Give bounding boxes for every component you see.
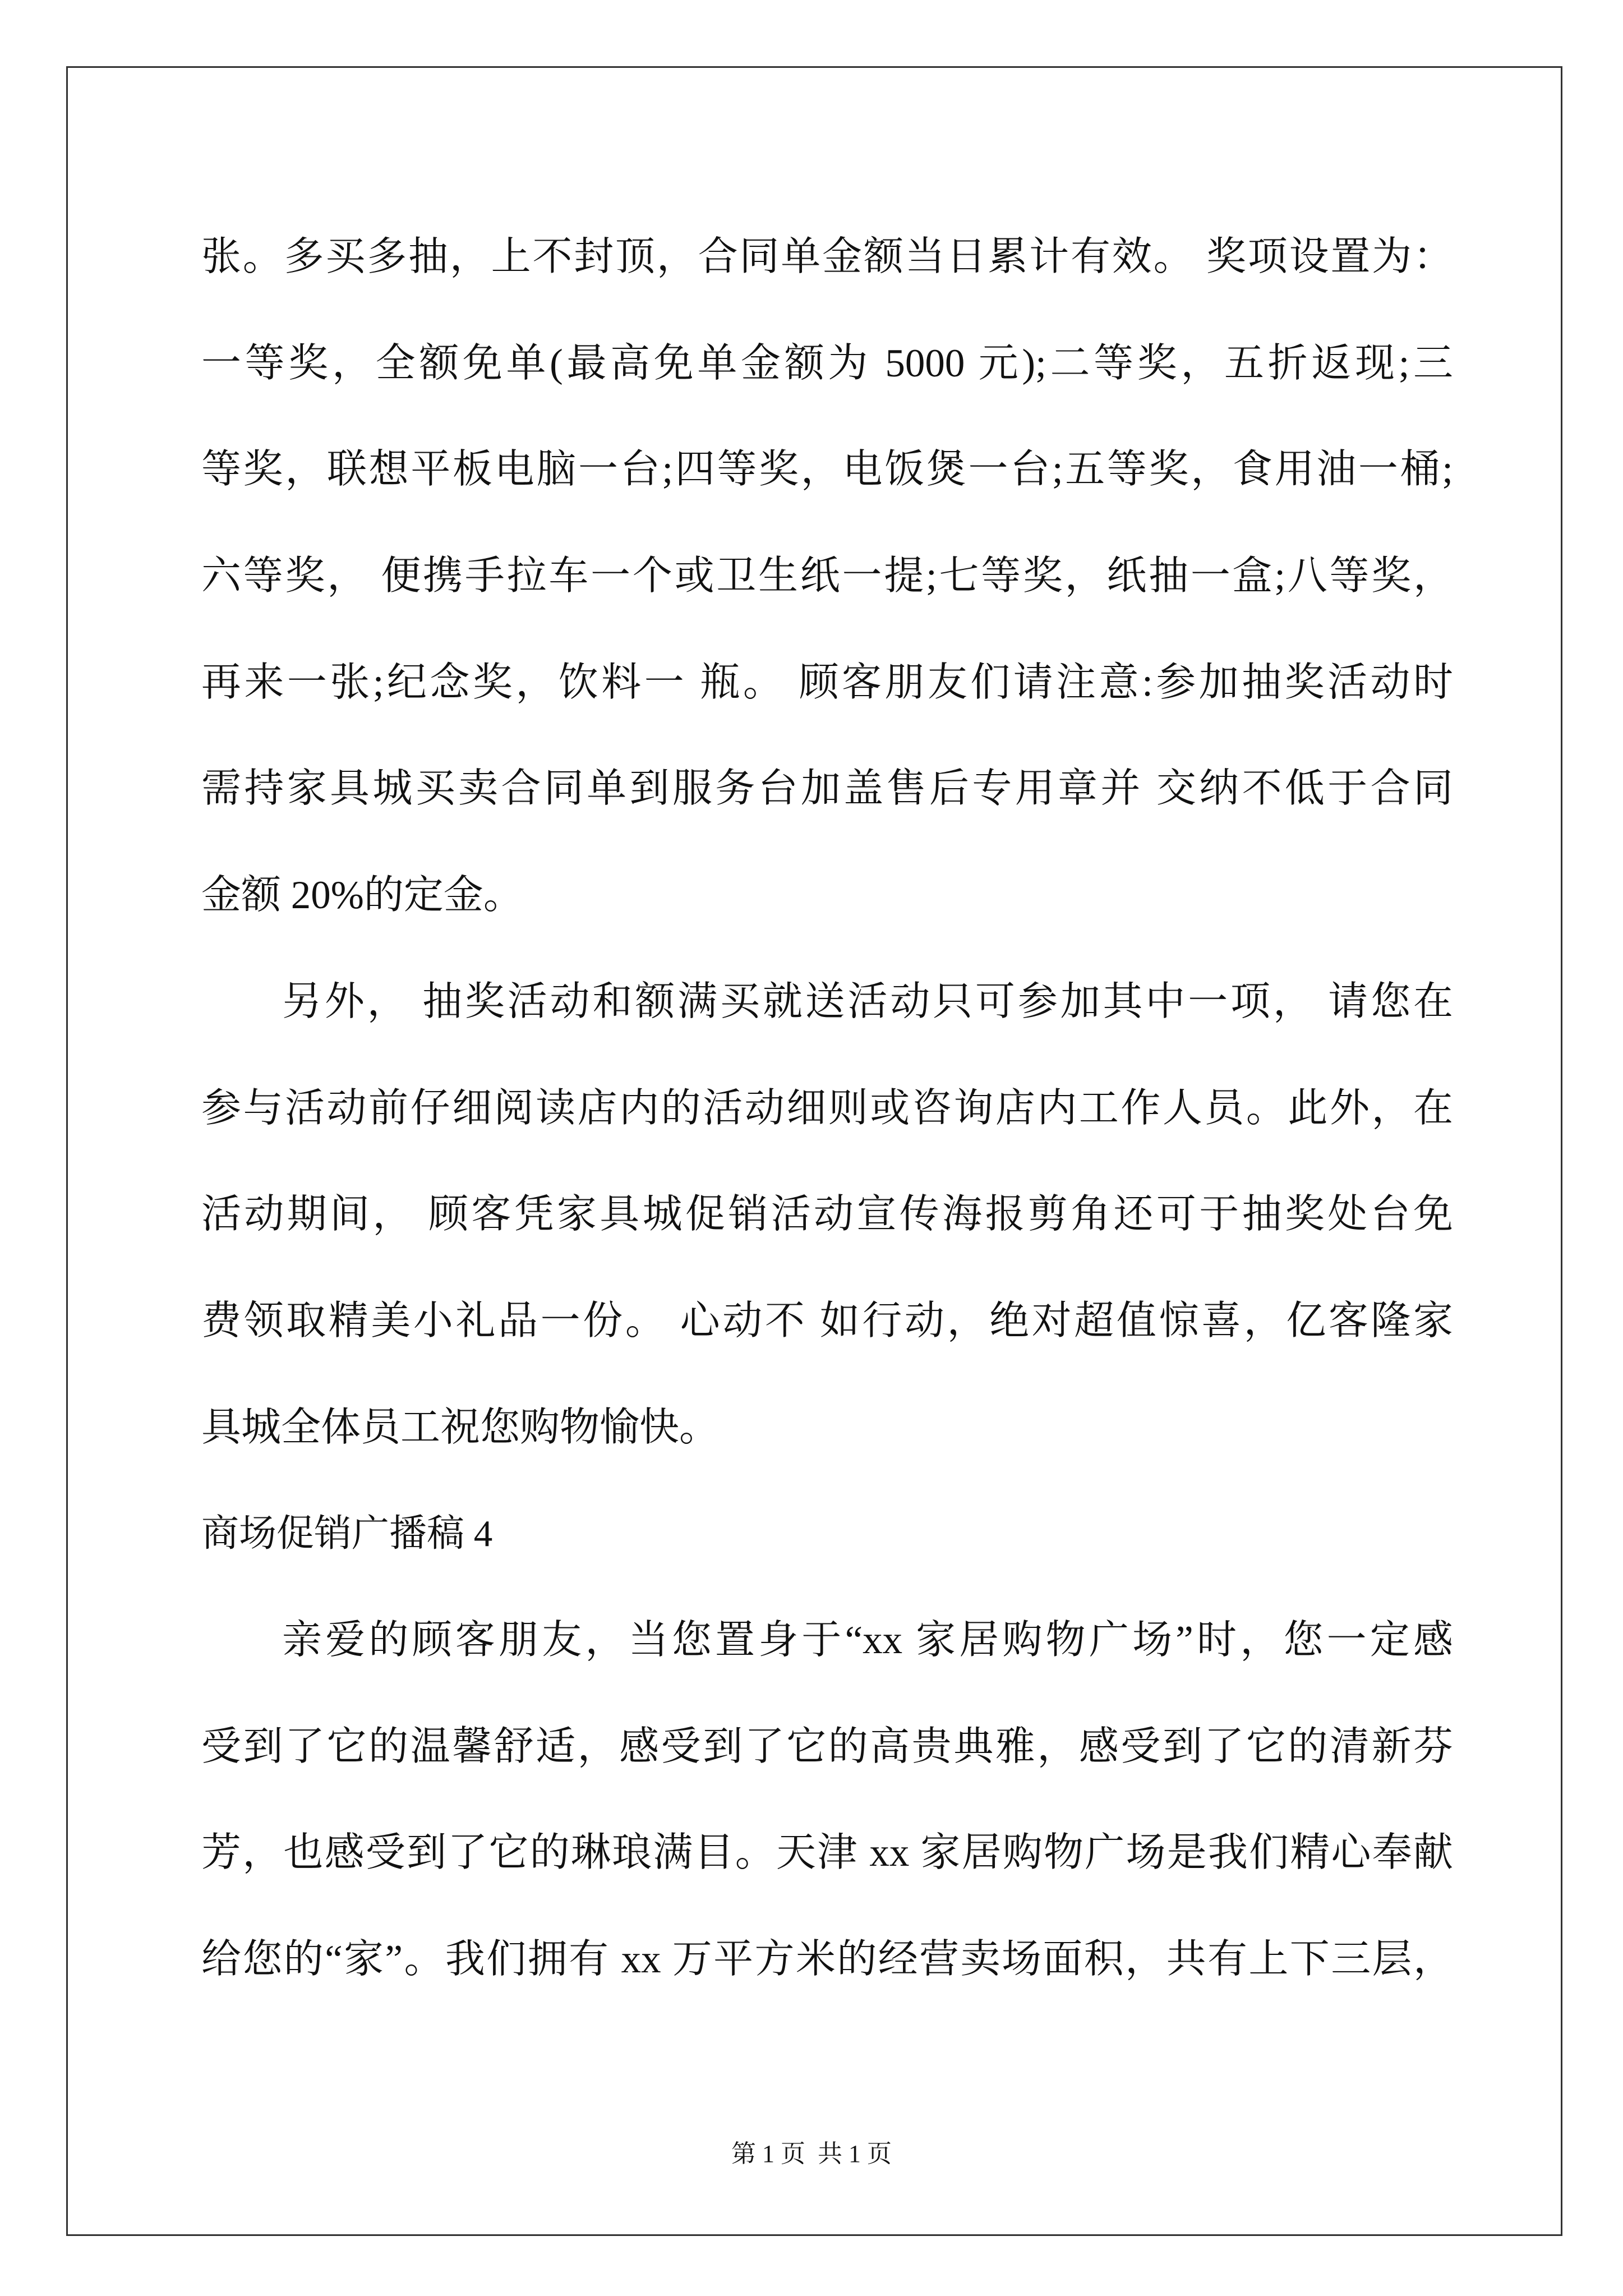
body-line: 一等奖，全额免单(最高免单金额为 5000 元);二等奖，五折返现;三: [201, 341, 1453, 385]
body-line: 六等奖， 便携手拉车一个或卫生纸一提;七等奖，纸抽一盒;八等奖，: [201, 554, 1453, 599]
body-line: 给您的“家”。我们拥有 xx 万平方米的经营卖场面积，共有上下三层，: [201, 1938, 1453, 1981]
body-line: 张。多买多抽，上不封顶，合同单金额当日累计有效。 奖项设置为：: [201, 235, 1453, 279]
body-line: 费领取精美小礼品一份。 心动不 如行动，绝对超值惊喜，亿客隆家: [201, 1299, 1453, 1343]
body-line: 另外， 抽奖活动和额满买就送活动只可参加其中一项， 请您在: [282, 979, 1453, 1024]
body-line: 亲爱的顾客朋友，当您置身于“xx 家居购物广场”时，您一定感: [282, 1618, 1453, 1662]
body-line: 具城全体员工祝您购物愉快。: [201, 1405, 720, 1450]
body-line: 参与活动前仔细阅读店内的活动细则或咨询店内工作人员。此外，在: [201, 1086, 1453, 1130]
section-heading: 商场促销广播稿 4: [201, 1513, 493, 1555]
page-footer: 第 1 页 共 1 页: [731, 2140, 892, 2168]
body-line: 活动期间， 顾客凭家具城促销活动宣传海报剪角还可于抽奖处台免: [201, 1193, 1453, 1237]
body-line: 等奖，联想平板电脑一台;四等奖，电饭煲一台;五等奖，食用油一桶;: [201, 448, 1453, 492]
body-line: 金额 20%的定金。: [201, 873, 523, 918]
body-line: 再来一张;纪念奖，饮料一 瓶。 顾客朋友们请注意:参加抽奖活动时: [201, 660, 1453, 705]
document-body: [201, 204, 1453, 2013]
body-line: 受到了它的温馨舒适，感受到了它的高贵典雅，感受到了它的清新芬: [201, 1724, 1453, 1769]
body-line: 需持家具城买卖合同单到服务台加盖售后专用章并 交纳不低于合同: [201, 767, 1453, 811]
body-line: 芳，也感受到了它的琳琅满目。天津 xx 家居购物广场是我们精心奉献: [201, 1831, 1453, 1875]
